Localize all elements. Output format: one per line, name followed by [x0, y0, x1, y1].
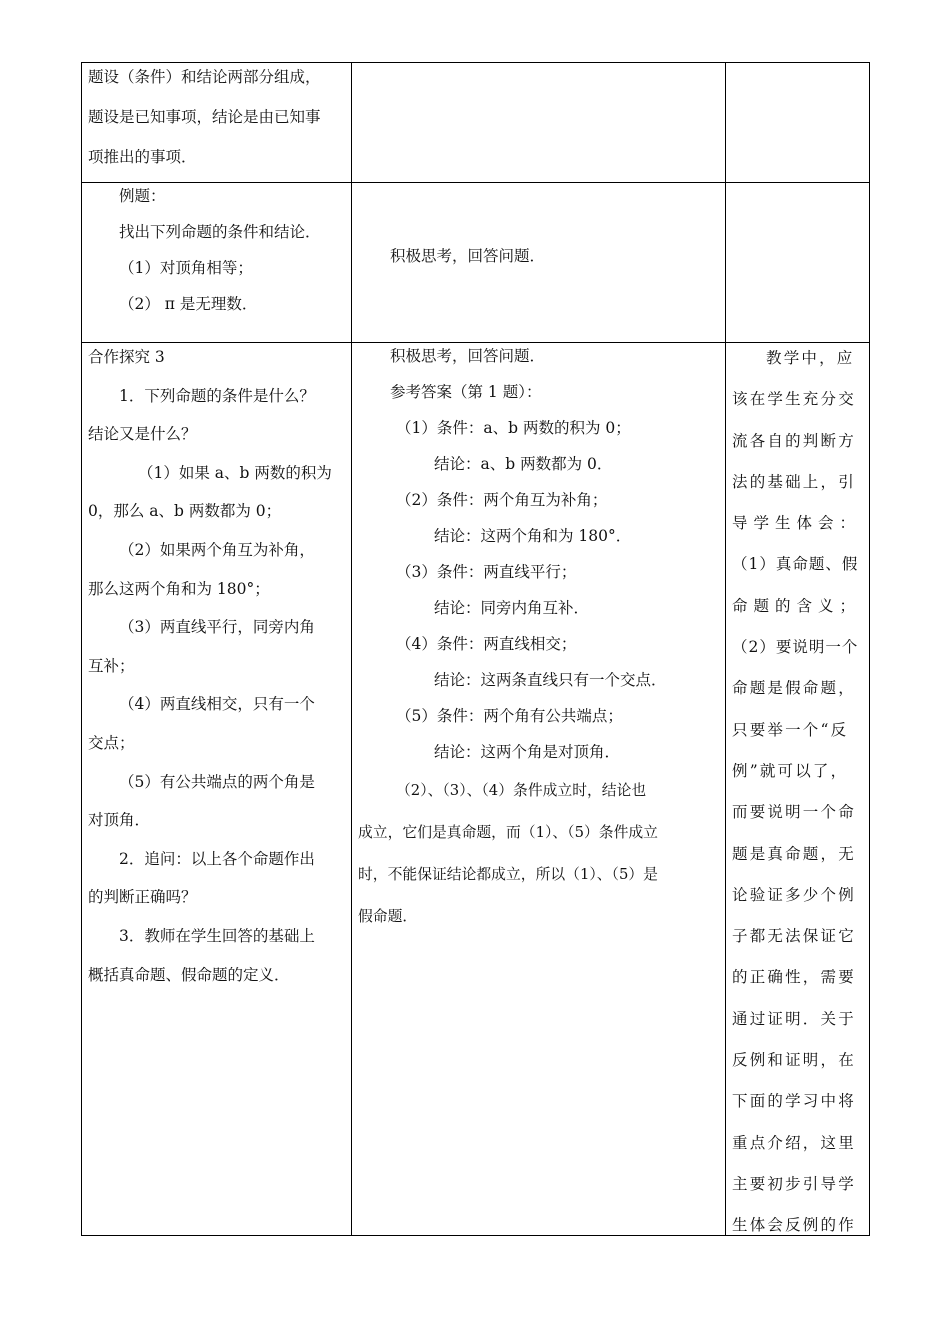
proposition-item: 互补；: [88, 656, 135, 675]
answer-line: 成立，它们是真命题，而（1）、（5）条件成立: [358, 824, 658, 841]
teaching-note-line: （2）要说明一个: [732, 638, 859, 657]
teaching-note-line: 下面的学习中将: [732, 1092, 856, 1111]
row3-col2-cell: [358, 338, 724, 938]
answer-line: 结论：这两条直线只有一个交点．: [434, 671, 667, 689]
answer-line: （4）条件：两直线相交；: [396, 635, 577, 653]
teaching-note-line: 教学中，应: [766, 349, 855, 367]
teaching-note-line: 法的基础上，引: [732, 472, 856, 491]
answer-line: （5）条件：两个角有公共端点；: [396, 707, 623, 725]
teaching-note-line: 只要举一个“反: [732, 720, 849, 739]
example-heading: 例题：: [119, 187, 166, 205]
proposition-item: （1）如果 a、b 两数的积为: [138, 463, 332, 482]
row1-text-line: 题设（条件）和结论两部分组成，: [88, 68, 321, 86]
teaching-note-line: 的正确性，需要: [732, 968, 856, 987]
proposition-item: （2）如果两个角互为补角，: [119, 540, 315, 559]
teaching-note-line: 反例和证明，在: [732, 1051, 856, 1070]
answer-line: （3）条件：两直线平行；: [396, 563, 577, 581]
section-heading: 合作探究 3: [88, 348, 165, 366]
proposition-item: 交点；: [88, 733, 135, 752]
row1-text-line: 题设是已知事项，结论是由已知事: [88, 108, 321, 126]
teaching-note-line: 命题的含义；: [732, 596, 862, 615]
row1-col1-cell: [88, 57, 350, 177]
answer-line: 参考答案（第 1 题）：: [390, 383, 542, 401]
teaching-note-line: 重点介绍，这里: [732, 1133, 856, 1152]
answer-line: 结论：这两个角是对顶角．: [434, 743, 621, 761]
example-item: （1）对顶角相等；: [119, 259, 253, 277]
row3-col1-cell: [88, 338, 350, 994]
question-text: 结论又是什么？: [88, 425, 197, 444]
proposition-item: （3）两直线平行，同旁内角: [119, 618, 315, 637]
teaching-note-line: （1）真命题、假: [732, 555, 859, 574]
answer-line: 假命题．: [358, 908, 418, 925]
proposition-item: （4）两直线相交，只有一个: [119, 695, 315, 714]
proposition-item: 0，那么 a、b 两数都为 0；: [88, 502, 282, 521]
proposition-item: 那么这两个角和为 180°；: [88, 579, 270, 598]
proposition-item: （5）有公共端点的两个角是: [119, 772, 315, 791]
row2-col1-cell: [88, 178, 350, 322]
teaching-note-line: 命题是假命题，: [732, 679, 856, 698]
teaching-note-line: 主要初步引导学: [732, 1174, 856, 1193]
question-text: 1．下列命题的条件是什么？: [119, 386, 315, 405]
teaching-note-line: 子都无法保证它: [732, 927, 856, 946]
teaching-note-line: 该在学生充分交: [732, 390, 856, 409]
answer-line: 结论：a、b 两数都为 0．: [434, 455, 613, 473]
proposition-item: 对顶角．: [88, 811, 151, 830]
example-item: （2） π 是无理数．: [119, 295, 258, 313]
teaching-note-line: 题是真命题，无: [732, 844, 856, 863]
answer-line: 结论：这两个角和为 180°．: [434, 527, 632, 545]
teaching-note-line: 生体会反例的作: [732, 1216, 856, 1235]
answer-line: 结论：同旁内角互补．: [434, 599, 590, 617]
column-divider-1: [351, 62, 352, 1236]
teaching-note-line: 例”就可以了，: [732, 761, 849, 780]
question-text: 的判断正确吗？: [88, 888, 197, 907]
teaching-note-line: 导学生体会：: [732, 514, 862, 533]
question-text: 3．教师在学生回答的基础上: [119, 926, 315, 945]
student-activity-text: 积极思考，回答问题．: [390, 247, 546, 265]
row3-col3-cell: [732, 338, 868, 1247]
table-border-right: [869, 62, 870, 1236]
answer-line: （2）条件：两个角互为补角；: [396, 491, 608, 509]
answer-line: （1）条件：a、b 两数的积为 0；: [396, 419, 631, 437]
question-text: 2．追问：以上各个命题作出: [119, 849, 315, 868]
example-instruction: 找出下列命题的条件和结论．: [119, 223, 321, 241]
column-divider-2: [725, 62, 726, 1236]
teaching-note-line: 流各自的判断方: [732, 431, 856, 450]
answer-line: 时，不能保证结论都成立，所以（1）、（5）是: [358, 866, 658, 883]
row1-text-line: 项推出的事项．: [88, 148, 197, 166]
answer-line: 积极思考，回答问题．: [390, 347, 546, 365]
table-border-left: [81, 62, 82, 1236]
teaching-note-line: 通过证明．关于: [732, 1009, 856, 1028]
row2-col2-cell: [358, 238, 724, 274]
teaching-note-line: 而要说明一个命: [732, 803, 856, 822]
answer-line: （2）、（3）、（4）条件成立时，结论也: [396, 782, 647, 799]
teaching-note-line: 论验证多少个例: [732, 885, 856, 904]
question-text: 概括真命题、假命题的定义．: [88, 965, 290, 984]
